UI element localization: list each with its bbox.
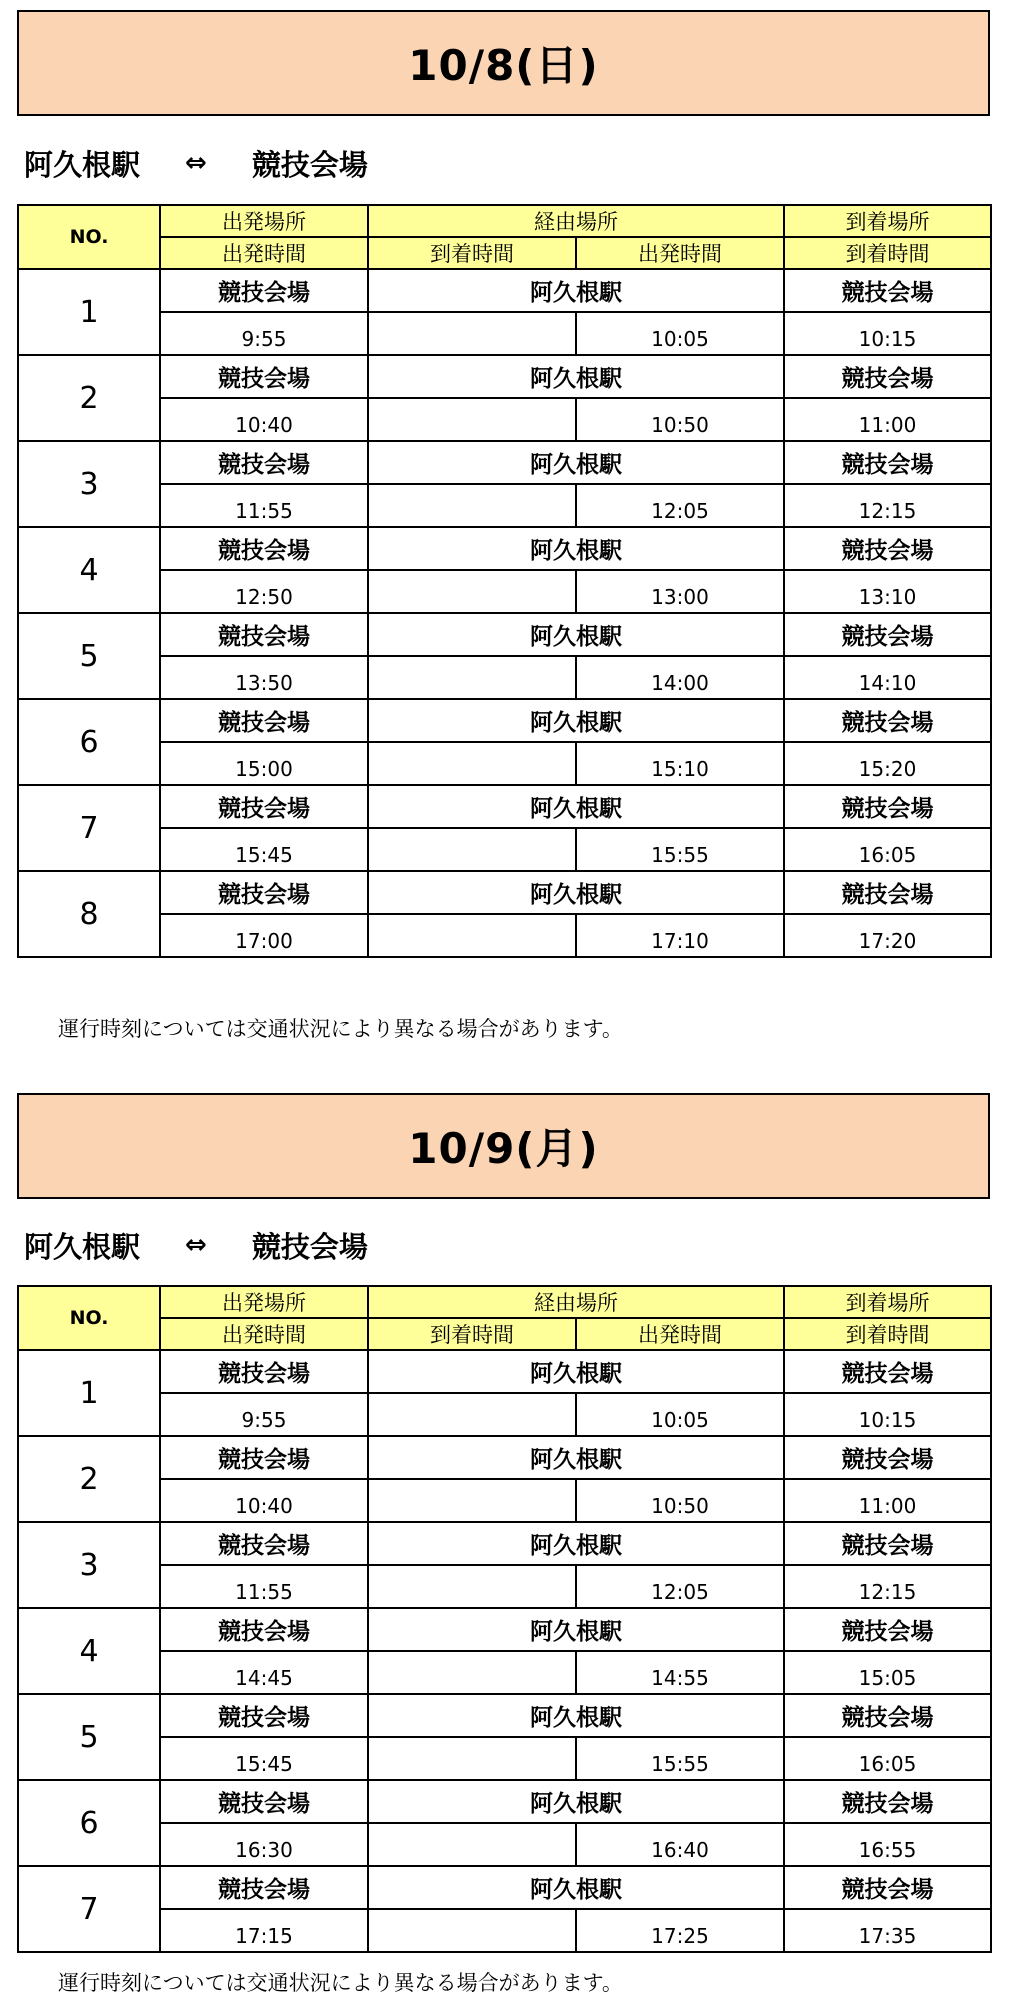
via-departure-time: 12:05 xyxy=(576,484,784,527)
via-arrival-time xyxy=(368,656,576,699)
arrival-time: 11:00 xyxy=(784,398,991,441)
via-departure-time: 14:55 xyxy=(576,1651,784,1694)
route-to: 競技会場 xyxy=(251,1229,368,1264)
arrival-place: 競技会場 xyxy=(784,1350,991,1393)
departure-time: 9:55 xyxy=(160,312,368,355)
header-via-arrival-time: 到着時間 xyxy=(368,1318,576,1350)
table-row xyxy=(18,1522,991,1565)
departure-time: 16:30 xyxy=(160,1823,368,1866)
arrival-time: 13:10 xyxy=(784,570,991,613)
arrival-time: 14:10 xyxy=(784,656,991,699)
via-place: 阿久根駅 xyxy=(368,1694,784,1737)
departure-place: 競技会場 xyxy=(160,1608,368,1651)
departure-place: 競技会場 xyxy=(160,1522,368,1565)
route-to: 競技会場 xyxy=(251,147,368,182)
table-row xyxy=(18,785,991,828)
arrival-place: 競技会場 xyxy=(784,1866,991,1909)
arrival-place: 競技会場 xyxy=(784,527,991,570)
departure-time: 17:00 xyxy=(160,914,368,957)
via-departure-time: 15:55 xyxy=(576,828,784,871)
via-arrival-time xyxy=(368,914,576,957)
table-row xyxy=(18,312,991,355)
arrival-time: 17:20 xyxy=(784,914,991,957)
via-arrival-time xyxy=(368,484,576,527)
arrival-place: 競技会場 xyxy=(784,1780,991,1823)
table-row xyxy=(18,527,991,570)
header-arrival-place: 到着場所 xyxy=(784,205,991,237)
arrival-place: 競技会場 xyxy=(784,871,991,914)
bidirectional-arrow-icon: ⇔ xyxy=(185,148,207,178)
route-from: 阿久根駅 xyxy=(24,1229,141,1264)
trip-number: 7 xyxy=(18,785,160,871)
trip-number: 2 xyxy=(18,1436,160,1522)
via-departure-time: 15:55 xyxy=(576,1737,784,1780)
trip-number: 3 xyxy=(18,441,160,527)
table-row xyxy=(18,1350,991,1393)
via-place: 阿久根駅 xyxy=(368,1866,784,1909)
header-no: NO. xyxy=(18,1286,160,1350)
departure-place: 競技会場 xyxy=(160,1694,368,1737)
table-row xyxy=(18,1608,991,1651)
arrival-place: 競技会場 xyxy=(784,1522,991,1565)
table-row xyxy=(18,1823,991,1866)
arrival-place: 競技会場 xyxy=(784,1694,991,1737)
header-departure-time: 出発時間 xyxy=(160,237,368,269)
via-arrival-time xyxy=(368,1909,576,1952)
arrival-place: 競技会場 xyxy=(784,355,991,398)
trip-number: 4 xyxy=(18,1608,160,1694)
table-row xyxy=(18,269,991,312)
departure-place: 競技会場 xyxy=(160,1780,368,1823)
arrival-time: 10:15 xyxy=(784,312,991,355)
table-row xyxy=(18,1393,991,1436)
departure-time: 15:45 xyxy=(160,1737,368,1780)
arrival-time: 12:15 xyxy=(784,484,991,527)
via-departure-time: 16:40 xyxy=(576,1823,784,1866)
route-line xyxy=(24,143,368,183)
header-departure-time: 出発時間 xyxy=(160,1318,368,1350)
header-arrival-time: 到着時間 xyxy=(784,1318,991,1350)
via-place: 阿久根駅 xyxy=(368,699,784,742)
header-arrival-time: 到着時間 xyxy=(784,237,991,269)
trip-number: 5 xyxy=(18,613,160,699)
arrival-time: 15:05 xyxy=(784,1651,991,1694)
header-via-place: 経由場所 xyxy=(368,1286,784,1318)
table-row xyxy=(18,484,991,527)
via-departure-time: 10:05 xyxy=(576,1393,784,1436)
arrival-place: 競技会場 xyxy=(784,699,991,742)
via-arrival-time xyxy=(368,398,576,441)
via-arrival-time xyxy=(368,742,576,785)
departure-time: 17:15 xyxy=(160,1909,368,1952)
trip-number: 4 xyxy=(18,527,160,613)
trip-number: 5 xyxy=(18,1694,160,1780)
departure-time: 9:55 xyxy=(160,1393,368,1436)
trip-number: 1 xyxy=(18,1350,160,1436)
via-place: 阿久根駅 xyxy=(368,1780,784,1823)
timetable-note: 運行時刻については交通状況により異なる場合があります。 xyxy=(58,1971,623,1995)
arrival-time: 16:05 xyxy=(784,1737,991,1780)
via-departure-time: 10:05 xyxy=(576,312,784,355)
header-departure-place: 出発場所 xyxy=(160,1286,368,1318)
trip-number: 2 xyxy=(18,355,160,441)
departure-place: 競技会場 xyxy=(160,441,368,484)
via-departure-time: 13:00 xyxy=(576,570,784,613)
timetable-note: 運行時刻については交通状況により異なる場合があります。 xyxy=(58,1017,623,1041)
route-line xyxy=(24,1225,368,1265)
trip-number: 6 xyxy=(18,699,160,785)
departure-place: 競技会場 xyxy=(160,871,368,914)
via-arrival-time xyxy=(368,1651,576,1694)
schedule-table xyxy=(17,204,992,958)
table-row xyxy=(18,1479,991,1522)
schedule-table xyxy=(17,1285,992,1953)
via-departure-time: 17:10 xyxy=(576,914,784,957)
table-row xyxy=(18,398,991,441)
arrival-time: 12:15 xyxy=(784,1565,991,1608)
via-arrival-time xyxy=(368,828,576,871)
arrival-time: 11:00 xyxy=(784,1479,991,1522)
table-row xyxy=(18,1436,991,1479)
arrival-place: 競技会場 xyxy=(784,269,991,312)
via-place: 阿久根駅 xyxy=(368,785,784,828)
via-place: 阿久根駅 xyxy=(368,871,784,914)
table-row xyxy=(18,1780,991,1823)
table-row xyxy=(18,828,991,871)
day-title: 10/8(日) xyxy=(17,10,990,116)
arrival-time: 17:35 xyxy=(784,1909,991,1952)
header-via-arrival-time: 到着時間 xyxy=(368,237,576,269)
table-row xyxy=(18,1737,991,1780)
trip-number: 6 xyxy=(18,1780,160,1866)
via-arrival-time xyxy=(368,1565,576,1608)
table-row xyxy=(18,699,991,742)
via-arrival-time xyxy=(368,1737,576,1780)
arrival-time: 16:55 xyxy=(784,1823,991,1866)
via-arrival-time xyxy=(368,1393,576,1436)
arrival-place: 競技会場 xyxy=(784,613,991,656)
via-departure-time: 15:10 xyxy=(576,742,784,785)
via-place: 阿久根駅 xyxy=(368,613,784,656)
via-departure-time: 17:25 xyxy=(576,1909,784,1952)
via-place: 阿久根駅 xyxy=(368,441,784,484)
departure-place: 競技会場 xyxy=(160,527,368,570)
arrival-place: 競技会場 xyxy=(784,1436,991,1479)
arrival-time: 15:20 xyxy=(784,742,991,785)
table-row xyxy=(18,1866,991,1909)
via-place: 阿久根駅 xyxy=(368,1608,784,1651)
departure-place: 競技会場 xyxy=(160,1350,368,1393)
table-row xyxy=(18,656,991,699)
trip-number: 1 xyxy=(18,269,160,355)
departure-time: 14:45 xyxy=(160,1651,368,1694)
via-place: 阿久根駅 xyxy=(368,269,784,312)
departure-time: 15:45 xyxy=(160,828,368,871)
arrival-place: 競技会場 xyxy=(784,785,991,828)
header-no: NO. xyxy=(18,205,160,269)
departure-time: 10:40 xyxy=(160,1479,368,1522)
departure-place: 競技会場 xyxy=(160,785,368,828)
table-row xyxy=(18,441,991,484)
header-departure-place: 出発場所 xyxy=(160,205,368,237)
via-arrival-time xyxy=(368,312,576,355)
via-departure-time: 14:00 xyxy=(576,656,784,699)
via-departure-time: 12:05 xyxy=(576,1565,784,1608)
arrival-place: 競技会場 xyxy=(784,1608,991,1651)
departure-place: 競技会場 xyxy=(160,1866,368,1909)
header-arrival-place: 到着場所 xyxy=(784,1286,991,1318)
arrival-place: 競技会場 xyxy=(784,441,991,484)
day-title: 10/9(月) xyxy=(17,1093,990,1199)
departure-time: 15:00 xyxy=(160,742,368,785)
via-place: 阿久根駅 xyxy=(368,1436,784,1479)
via-arrival-time xyxy=(368,1479,576,1522)
departure-time: 11:55 xyxy=(160,484,368,527)
header-via-departure-time: 出発時間 xyxy=(576,237,784,269)
table-row xyxy=(18,1651,991,1694)
bidirectional-arrow-icon: ⇔ xyxy=(185,1230,207,1260)
table-row xyxy=(18,1565,991,1608)
departure-time: 13:50 xyxy=(160,656,368,699)
trip-number: 3 xyxy=(18,1522,160,1608)
arrival-time: 10:15 xyxy=(784,1393,991,1436)
header-via-departure-time: 出発時間 xyxy=(576,1318,784,1350)
table-row xyxy=(18,871,991,914)
table-row xyxy=(18,1694,991,1737)
via-arrival-time xyxy=(368,1823,576,1866)
trip-number: 7 xyxy=(18,1866,160,1952)
via-place: 阿久根駅 xyxy=(368,527,784,570)
via-departure-time: 10:50 xyxy=(576,1479,784,1522)
via-place: 阿久根駅 xyxy=(368,1522,784,1565)
table-row xyxy=(18,570,991,613)
departure-time: 10:40 xyxy=(160,398,368,441)
departure-place: 競技会場 xyxy=(160,1436,368,1479)
table-row xyxy=(18,742,991,785)
via-place: 阿久根駅 xyxy=(368,1350,784,1393)
departure-place: 競技会場 xyxy=(160,613,368,656)
via-arrival-time xyxy=(368,570,576,613)
departure-place: 競技会場 xyxy=(160,269,368,312)
arrival-time: 16:05 xyxy=(784,828,991,871)
departure-place: 競技会場 xyxy=(160,699,368,742)
via-departure-time: 10:50 xyxy=(576,398,784,441)
table-row xyxy=(18,914,991,957)
departure-time: 12:50 xyxy=(160,570,368,613)
trip-number: 8 xyxy=(18,871,160,957)
table-row xyxy=(18,1909,991,1952)
header-via-place: 経由場所 xyxy=(368,205,784,237)
route-from: 阿久根駅 xyxy=(24,147,141,182)
table-row xyxy=(18,355,991,398)
table-row xyxy=(18,613,991,656)
departure-place: 競技会場 xyxy=(160,355,368,398)
via-place: 阿久根駅 xyxy=(368,355,784,398)
departure-time: 11:55 xyxy=(160,1565,368,1608)
